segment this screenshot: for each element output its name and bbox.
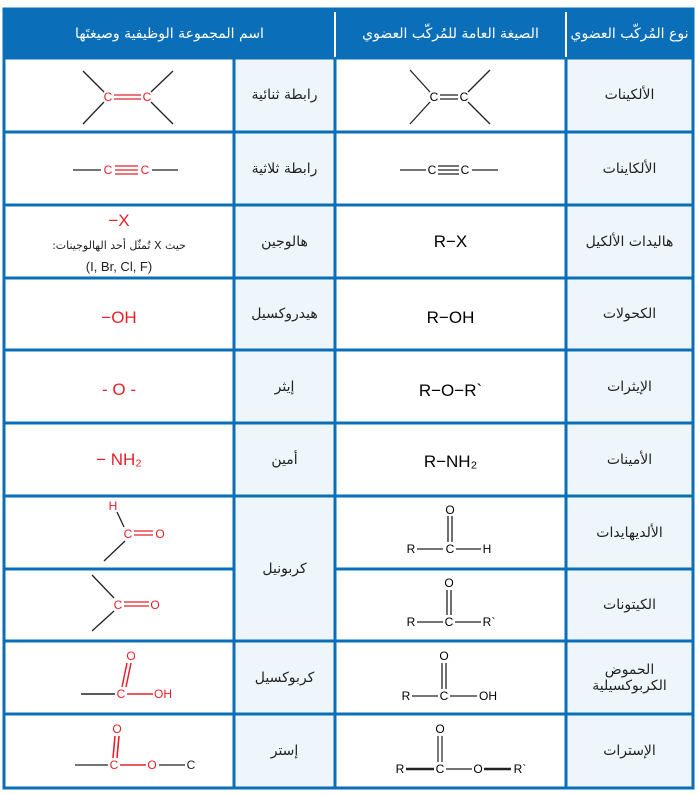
atom-label: C: [123, 527, 133, 541]
note-text: حيث X تُمثّل أحد الهالوجينات:: [52, 238, 186, 252]
atom-label: R: [395, 762, 405, 776]
atom-label: R: [401, 689, 411, 703]
alkyne-group-structure: [73, 163, 178, 177]
atom-label: R: [406, 542, 416, 556]
formula-text: −X: [108, 211, 130, 230]
type-label: الألكينات: [604, 87, 655, 103]
alkyne-general-structure: [400, 163, 498, 177]
atom-label: C: [142, 90, 152, 104]
type-label: الكيتونات: [603, 597, 656, 613]
atom-label: O: [150, 598, 160, 612]
carboxyl-group-structure: [81, 649, 172, 701]
atom-label: C: [140, 163, 150, 177]
atom-label: R: [406, 615, 416, 629]
atom-label: C: [459, 90, 469, 104]
formula-text: R−NH₂: [423, 452, 478, 471]
formula-text: R−O−R`: [418, 381, 483, 400]
type-label: الإسترات: [603, 743, 656, 759]
ester-general-structure: [396, 722, 527, 776]
group-name: كربوكسيل: [254, 669, 315, 686]
atom-label: C: [113, 598, 123, 612]
atom-label: C: [439, 689, 449, 703]
group-name: هيدروكسيل: [251, 306, 318, 322]
atom-label: C: [444, 615, 454, 629]
atom-label: C: [186, 758, 196, 772]
atom-label: C: [460, 163, 470, 177]
formula-text: - O -: [102, 380, 136, 399]
group-name: رابطة ثلاثية: [251, 160, 318, 177]
type-label: هاليدات الألكيل: [585, 233, 674, 250]
atom-label: O: [439, 649, 449, 663]
header-general-formula-label: الصيغة العامة للمُركّب العضوي: [362, 26, 539, 42]
type-label: الألديهايدات: [596, 524, 663, 541]
atom-label: C: [103, 163, 113, 177]
formula-text: −OH: [101, 308, 137, 327]
type-label: الإيثرات: [607, 378, 652, 395]
atom-label: O: [155, 527, 165, 541]
atom-label: C: [103, 90, 113, 104]
atom-label: O: [126, 649, 136, 663]
ester-group-structure: [75, 722, 196, 772]
atom-label: C: [445, 542, 455, 556]
atom-label: O: [435, 722, 445, 736]
alkene-group-structure: [83, 71, 173, 124]
atom-label: C: [429, 90, 439, 104]
group-name: رابطة ثنائية: [251, 87, 318, 103]
atom-label: H: [108, 499, 118, 513]
carboxylic-acid-general-structure: [402, 649, 497, 703]
type-label: الألكاينات: [602, 160, 657, 177]
aldehyde-group-structure: [104, 499, 165, 561]
formula-text: − NH₂: [96, 450, 142, 469]
atom-label: OH: [479, 689, 497, 703]
atom-label: C: [116, 687, 126, 701]
group-name: أمين: [271, 451, 298, 468]
header-type-label: نوع المُركّب العضوي: [570, 26, 689, 42]
atom-label: O: [445, 503, 455, 517]
atom-label: C: [435, 762, 445, 776]
type-label: الأمينات: [606, 451, 653, 468]
alkene-general-structure: [410, 70, 490, 124]
group-name: كربونيل: [262, 560, 307, 577]
halogen-list-text: (I, Br, Cl, F): [85, 258, 153, 274]
atom-label: R`: [482, 615, 496, 629]
atom-label: O: [444, 576, 454, 590]
atom-label: C: [109, 758, 119, 772]
group-name: إيثر: [274, 378, 295, 395]
type-label: الحموض الكربوكسيلية: [592, 661, 667, 694]
group-name: هالوجين: [261, 233, 308, 250]
atom-label: O: [473, 762, 483, 776]
atom-label: O: [112, 722, 122, 736]
ketone-group-structure: [92, 575, 160, 631]
atom-label: O: [147, 758, 157, 772]
atom-label: R`: [513, 762, 527, 776]
atom-label: C: [427, 163, 437, 177]
aldehyde-general-structure: [407, 503, 492, 556]
formula-text: R−X: [433, 231, 468, 251]
atom-label: H: [482, 542, 492, 556]
type-label: الكحولات: [602, 306, 657, 322]
ketone-general-structure: [407, 576, 496, 629]
atom-label: OH: [154, 687, 172, 701]
header-functional-group-label: اسم المجموعة الوظيفية وصيغتَها: [75, 26, 264, 42]
formula-text: R−OH: [426, 308, 475, 327]
group-name: إستر: [270, 743, 299, 759]
